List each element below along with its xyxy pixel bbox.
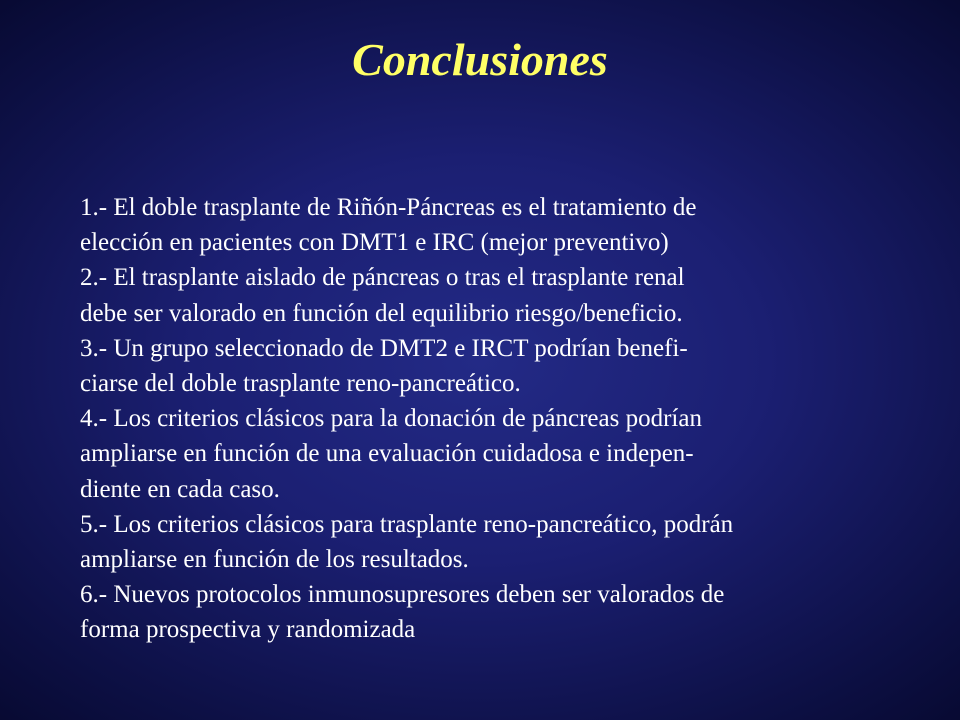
conclusion-line: debe ser valorado en función del equilibrio riesgo/beneficio.	[80, 299, 683, 327]
conclusion-item-2	[80, 260, 930, 330]
conclusion-line: elección en pacientes con DMT1 e IRC (mejor preventivo)	[80, 229, 669, 257]
conclusion-item-4	[80, 401, 930, 507]
conclusion-line: 2.- El trasplante aislado de páncreas o tras el trasplante renal	[80, 264, 685, 292]
conclusion-line: 1.- El doble trasplante de Riñón-Páncreas es el tratamiento de	[80, 194, 697, 221]
conclusion-line: ciarse del doble trasplante reno-pancreático.	[80, 370, 521, 398]
conclusions-list	[80, 190, 930, 648]
conclusion-line: 4.- Los criterios clásicos para la donación de páncreas podrían	[80, 405, 702, 433]
conclusion-line: 3.- Un grupo seleccionado de DMT2 e IRCT podrían benefi-	[80, 334, 688, 362]
conclusion-item-1	[80, 190, 930, 260]
conclusion-line: diente en cada caso.	[80, 475, 280, 503]
slide-title: Conclusiones	[352, 34, 608, 85]
conclusion-item-6	[80, 577, 930, 647]
conclusion-line: 6.- Nuevos protocolos inmunosupresores deben ser valorados de	[80, 581, 725, 609]
conclusion-item-5	[80, 507, 930, 577]
conclusion-line: ampliarse en función de los resultados.	[80, 546, 469, 574]
conclusion-line: forma prospectiva y randomizada	[80, 616, 416, 644]
conclusion-item-3	[80, 331, 930, 401]
conclusion-line: 5.- Los criterios clásicos para trasplante reno-pancreático, podrán	[80, 510, 734, 538]
conclusion-line: ampliarse en función de una evaluación cuidadosa e indepen-	[80, 440, 694, 468]
